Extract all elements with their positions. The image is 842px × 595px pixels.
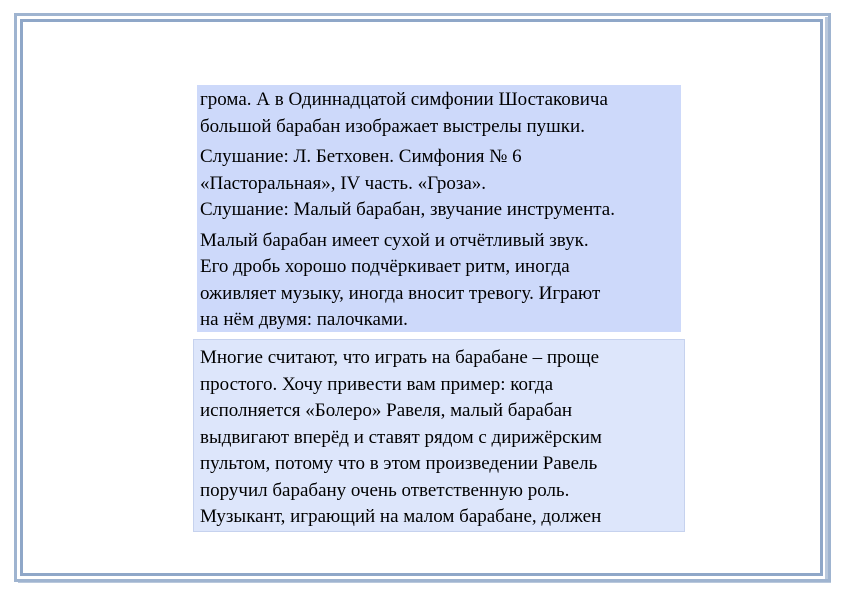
text-line: поручил барабану очень ответственную роль.	[200, 479, 570, 501]
text-line: большой барабан изображает выстрелы пушки.	[200, 115, 585, 137]
text-line: Слушание: Л. Бетховен. Симфония № 6	[200, 146, 522, 167]
text-line: Слушание: Малый барабан, звучание инструмента.	[200, 199, 615, 220]
text-line: Его дробь хорошо подчёркивает ритм, иногда	[200, 256, 570, 277]
paragraph-thunder	[200, 87, 677, 140]
text-line: простого. Хочу привести вам пример: когда	[200, 373, 554, 395]
text-line: «Пасторальная», IV часть. «Гроза».	[200, 172, 487, 194]
text-line: на нём двумя: палочками.	[200, 309, 408, 330]
text-line: грома. А в Одиннадцатой симфонии Шостаковича	[200, 89, 608, 110]
text-line: выдвигают вперёд и ставят рядом с дирижёрским	[200, 426, 602, 448]
text-line: Малый барабан имеет сухой и отчётливый звук.	[200, 229, 589, 251]
paragraph-snare-drum	[200, 228, 677, 334]
text-line: пультом, потому что в этом произведении Равель	[200, 453, 598, 474]
text-line: оживляет музыку, иногда вносит тревогу. Играют	[200, 282, 601, 304]
paragraph-bolero	[200, 345, 678, 531]
text-box-lower	[193, 339, 685, 532]
paragraph-listening	[200, 144, 677, 224]
text-line: Музыкант, играющий на малом барабане, должен	[200, 506, 602, 527]
text-line: исполняется «Болеро» Равеля, малый барабан	[200, 400, 573, 421]
text-box-upper	[197, 85, 681, 332]
text-line: Многие считают, что играть на барабане – проще	[200, 347, 600, 368]
